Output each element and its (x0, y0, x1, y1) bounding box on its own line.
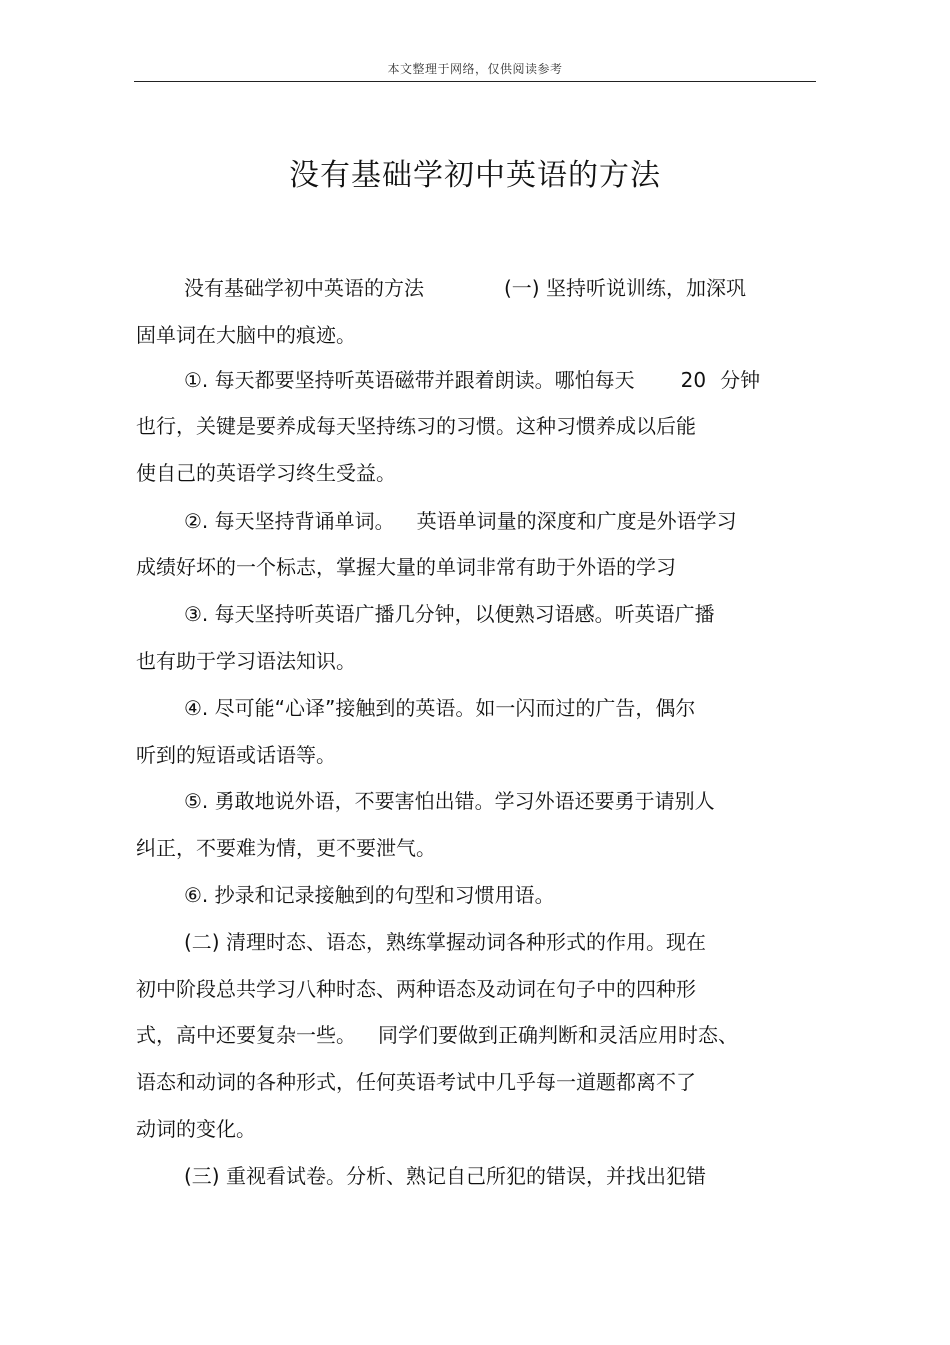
inline-title: 没有基础学初中英语的方法 (184, 276, 424, 300)
list-item-3: ③. 每天坚持听英语广播几分钟，以便熟习语感。听英语广播 (184, 602, 715, 626)
body-line: 也行，关键是要养成每天坚持练习的习惯。这种习惯养成以后能 (136, 414, 696, 438)
body-line (184, 274, 746, 302)
body-text-segment: 式，高中还要复杂一些。 (136, 1023, 356, 1047)
list-item-5: ⑤. 勇敢地说外语，不要害怕出错。学习外语还要勇于请别人 (184, 789, 715, 813)
body-line: 使自己的英语学习终生受益。 (136, 461, 396, 485)
body-line: 固单词在大脑中的痕迹。 (136, 323, 356, 347)
list-item-6: ⑥. 抄录和记录接触到的句型和习惯用语。 (184, 883, 555, 907)
list-item-1 (184, 366, 760, 394)
document-title: 没有基础学初中英语的方法 (289, 158, 661, 193)
body-line: 语态和动词的各种形式，任何英语考试中几乎每一道题都离不了 (136, 1070, 696, 1094)
list-item-text: ②. 每天坚持背诵单词。 (184, 509, 395, 533)
list-item-4: ④. 尽可能“心译”接触到的英语。如一闪而过的广告，偶尔 (184, 696, 696, 720)
header-note: 本文整理于网络，仅供阅读参考 (387, 62, 563, 76)
body-line: 动词的变化。 (136, 1117, 256, 1141)
minutes-value: 20 (680, 368, 707, 392)
section-heading-3: (三) 重视看试卷。分析、熟记自己所犯的错误，并找出犯错 (184, 1164, 706, 1188)
minutes-unit: 分钟 (720, 368, 761, 392)
page-header (134, 56, 816, 82)
body-line (136, 1021, 738, 1049)
body-text-segment: 同学们要做到正确判断和灵活应用时态、 (378, 1023, 738, 1047)
body-line: 成绩好坏的一个标志，掌握大量的单词非常有助于外语的学习 (136, 555, 676, 579)
list-item-2 (184, 507, 737, 535)
body-line: 初中阶段总共学习八种时态、两种语态及动词在句子中的四种形 (136, 977, 696, 1001)
list-item-text: 英语单词量的深度和广度是外语学习 (416, 509, 737, 533)
body-line: 也有助于学习语法知识。 (136, 649, 356, 673)
section-heading-2: (二) 清理时态、语态，熟练掌握动词各种形式的作用。现在 (184, 930, 706, 954)
body-line: 纠正，不要难为情，更不要泄气。 (136, 836, 436, 860)
section-heading-1: (一) 坚持听说训练，加深巩 (504, 276, 746, 300)
body-line: 听到的短语或话语等。 (136, 743, 336, 767)
list-item-text: ①. 每天都要坚持听英语磁带并跟着朗读。哪怕每天 (184, 368, 635, 392)
